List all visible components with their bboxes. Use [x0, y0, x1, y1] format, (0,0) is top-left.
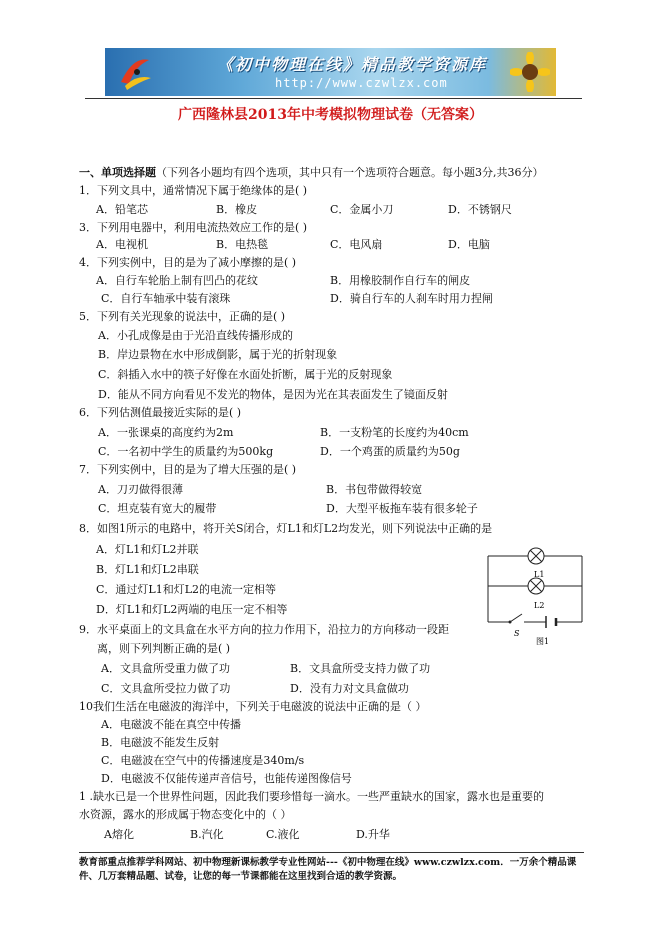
question-stem: 8．如图1所示的电路中，将开关S闭合，灯L1和灯L2均发光，则下列说法中正确的是: [79, 522, 493, 535]
option: A．电磁波不能在真空中传播: [101, 718, 241, 731]
option: C．通过灯L1和灯L2的电流一定相等: [96, 583, 277, 596]
option: D．电磁波不仅能传递声音信号，也能传递图像信号: [101, 772, 352, 785]
option: B．用橡胶制作自行车的闸皮: [330, 274, 471, 287]
option: D．没有力对文具盒做功: [290, 682, 409, 695]
option: D．大型平板拖车装有很多轮子: [326, 502, 478, 515]
option: B．文具盒所受支持力做了功: [290, 662, 431, 675]
option: C.液化: [266, 828, 300, 841]
question-stem: 7．下列实例中，目的是为了增大压强的是( ): [79, 463, 297, 476]
option: C．自行车轴承中装有滚珠: [101, 292, 231, 305]
footer-line-2: 件、几万套精品题、试卷，让您的每一节课都能在这里找到合适的教学资源。: [79, 871, 403, 882]
option: C．斜插入水中的筷子好像在水面处折断，属于光的反射现象: [98, 368, 393, 381]
lamp-l1-icon: [528, 548, 544, 564]
question-stem: 3．下列用电器中，利用电流热效应工作的是( ): [79, 221, 308, 234]
option: B．电磁波不能发生反射: [101, 736, 220, 749]
option: C．文具盒所受拉力做了功: [101, 682, 231, 695]
option: B．灯L1和灯L2串联: [96, 563, 199, 576]
label-switch: S: [514, 629, 520, 638]
header-banner: [105, 48, 556, 96]
question-stem-continued: 离，则下列判断正确的是( ): [97, 642, 231, 655]
option: D．一个鸡蛋的质量约为50g: [320, 445, 460, 458]
question-stem-continued: 水资源，露水的形成属于物态变化中的（ ）: [79, 808, 292, 821]
section-heading-label: 一、单项选择题: [79, 166, 156, 179]
option: D．能从不同方向看见不发光的物体，是因为光在其表面发生了镜面反射: [98, 388, 448, 401]
circuit-diagram: [484, 540, 584, 652]
option: D．不锈钢尺: [448, 203, 512, 216]
footer: [79, 856, 584, 884]
question-stem: 1．下列文具中，通常情况下属于绝缘体的是( ): [79, 184, 308, 197]
banner-url[interactable]: http://www.czwlzx.com: [275, 76, 448, 90]
banner-title: 《初中物理在线》精品教学资源库: [217, 55, 488, 74]
question-stem: 9．水平桌面上的文具盒在水平方向的拉力作用下，沿拉力的方向移动一段距: [79, 623, 449, 636]
question-stem: 1 .缺水已是一个世界性问题，因此我们要珍惜每一滴水。一些严重缺水的国家，露水也是重要的: [79, 790, 544, 803]
option: C．一名初中学生的质量约为500kg: [98, 445, 274, 458]
option: A．文具盒所受重力做了功: [101, 662, 230, 675]
option: C．坦克装有宽大的履带: [98, 502, 217, 515]
question-stem: 5．下列有关光现象的说法中，正确的是( ): [79, 310, 286, 323]
option: D．骑自行车的人刹车时用力捏闸: [330, 292, 493, 305]
footer-line-1: 教育部重点推荐学科网站、初中物理新课标教学专业性网站---《初中物理在线》www.czwlzx.com．一万余个精品课: [79, 857, 577, 868]
option: A．小孔成像是由于光沿直线传播形成的: [98, 329, 293, 342]
battery-icon: [546, 616, 556, 628]
switch-icon: [509, 621, 512, 624]
question-stem: 6．下列估测值最接近实际的是( ): [79, 406, 242, 419]
option: C．电磁波在空气中的传播速度是340m/s: [101, 754, 305, 767]
label-l1: L1: [534, 570, 545, 579]
option: B．橡皮: [216, 203, 258, 216]
option: D.升华: [356, 828, 390, 841]
option: B．一支粉笔的长度约为40cm: [320, 426, 469, 439]
site-logo-icon: [115, 52, 155, 92]
section-heading-note: （下列各小题均有四个选项，其中只有一个选项符合题意。每小题3分,共36分）: [156, 166, 544, 179]
option: A．刀刃做得很薄: [98, 483, 183, 496]
sunflower-icon: [510, 52, 550, 92]
option: B.汽化: [190, 828, 224, 841]
label-l2: L2: [534, 601, 545, 610]
footer-divider: [79, 852, 584, 853]
option: C．金属小刀: [330, 203, 394, 216]
option: D．灯L1和灯L2两端的电压一定不相等: [96, 603, 288, 616]
option: A．自行车轮胎上制有凹凸的花纹: [96, 274, 258, 287]
question-stem: 4．下列实例中，目的是为了减小摩擦的是( ): [79, 256, 297, 269]
option: B．岸边景物在水中形成倒影，属于光的折射现象: [98, 348, 338, 361]
figure-caption: 图1: [536, 637, 550, 646]
option: A．灯L1和灯L2并联: [96, 543, 199, 556]
option: C．电风扇: [330, 238, 383, 251]
option: A．铅笔芯: [96, 203, 148, 216]
question-stem: 10我们生活在电磁波的海洋中，下列关于电磁波的说法中正确的是（ ）: [79, 700, 427, 713]
document-title: 广西隆林县2013年中考模拟物理试卷（无答案）: [178, 107, 483, 123]
section-heading: [79, 166, 544, 180]
option: B．书包带做得较宽: [326, 483, 423, 496]
header-divider: [85, 98, 582, 99]
option: A熔化: [104, 828, 134, 841]
option: A．电视机: [96, 238, 148, 251]
lamp-l2-icon: [528, 578, 544, 594]
option: D．电脑: [448, 238, 490, 251]
option: A．一张课桌的高度约为2m: [98, 426, 234, 439]
option: B．电热毯: [216, 238, 269, 251]
